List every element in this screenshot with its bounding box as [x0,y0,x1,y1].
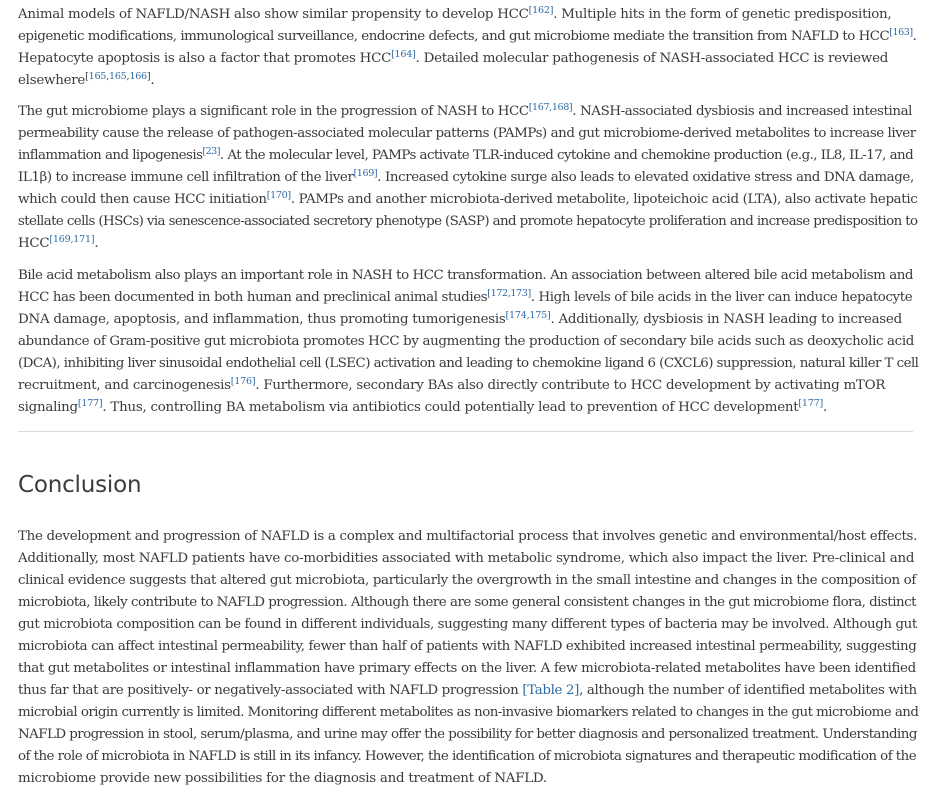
table-2-link[interactable]: [Table 2] [522,683,580,698]
text-line: inflammation and lipogenesis[23]. At the molecular level, PAMPs activate TLR-induced cytokine and chemokine production (e.g., IL8, IL-17, and [18,146,914,163]
citation-link[interactable]: [176] [230,376,256,387]
text-line: stellate cells (HSCs) via senescence-associated secretory phenotype (SASP) and promote hepatocyte proliferation and increase predisposition to [18,214,918,229]
text-line: of the role of microbiota in NAFLD is still in its infancy. However, the identification of microbiota signatures and therapeutic modification of the [18,749,917,764]
text-line: signaling[177]. Thus, controlling BA metabolism via antibiotics could potentially lead to prevention of HCC development[177]. [18,398,827,415]
text-line: DNA damage, apoptosis, and inflammation, thus promoting tumorigenesis[174,175]. Additionally, dysbiosis in NASH leading to increased [18,310,902,327]
text-line: The gut microbiome plays a significant role in the progression of NASH to HCC[167,168]. NASH-associated dysbiosis and increased intestinal [18,102,913,119]
citation-link[interactable]: [23] [202,146,220,157]
text-line: epigenetic modifications, immunological surveillance, endocrine defects, and gut microbiome mediate the transition from NAFLD to HCC[163]. [18,27,917,44]
citation-link[interactable]: [169] [353,168,378,179]
citation-link[interactable]: 165 [88,71,107,82]
paragraph-gut-microbiome-nash [18,101,918,255]
citation-link[interactable]: [167,168] [528,102,573,113]
text-line: which could then cause HCC initiation[170]. PAMPs and another microbiota-derived metabolite, lipoteichoic acid (LTA), also activate hepatic [18,190,918,207]
text-line: microbiota, likely contribute to NAFLD progression. Although there are some general consistent changes in the gut microbiome flora, distinct [18,595,916,610]
text-line: HCC[169,171]. [18,234,99,251]
citation-link[interactable]: [163] [889,27,913,38]
text-line: Animal models of NAFLD/NASH also show similar propensity to develop HCC[162]. Multiple hits in the form of genetic predisposition, [18,5,892,22]
text-line: (DCA), inhibiting liver sinusoidal endothelial cell (LSEC) activation and leading to chemokine ligand 6 (CXCL6) suppression, natural killer T cell [18,356,919,371]
paragraph-hcc-animal-models [18,4,918,92]
citation-link[interactable]: [172,173] [487,288,531,299]
citation-link[interactable]: [177] [798,398,823,409]
citation-link[interactable]: [174,175] [505,310,551,321]
text-line: elsewhere[165,165,166]. [18,71,155,88]
citation-link[interactable]: [162] [528,5,554,16]
citation-link[interactable]: 165 [108,71,127,82]
text-line: thus far that are positively- or negatively-associated with NAFLD progression [Table 2], although the number of identified metabolites with [18,683,917,698]
citation-link[interactable]: [169,171] [49,234,95,245]
text-line: microbiome provide new possibilities for the diagnosis and treatment of NAFLD. [18,771,547,786]
text-line: The development and progression of NAFLD is a complex and multifactorial process that involves genetic and environmental/host effects. [18,529,918,544]
text-line: clinical evidence suggests that altered gut microbiota, particularly the overgrowth in the small intestine and changes in the composition of [18,573,916,588]
text-line: Bile acid metabolism also plays an important role in NASH to HCC transformation. An association between altered bile acid metabolism and [18,268,914,283]
text-line: Additionally, most NAFLD patients have co-morbidities associated with metabolic syndrome, which also impact the liver. Pre-clinical and [18,551,915,566]
text-line: gut microbiota composition can be found in different individuals, suggesting many different types of bacteria may be involved. Although gut [18,617,917,632]
text-line: microbiota can affect intestinal permeability, fewer than half of patients with NAFLD exhibited increased intestinal permeability, suggesting [18,639,917,654]
text-line: IL1β) to increase immune cell infiltration of the liver[169]. Increased cytokine surge also leads to elevated oxidative stress and DNA damage, [18,168,914,185]
section-heading-conclusion: Conclusion [18,472,142,498]
text-line: recruitment, and carcinogenesis[176]. Furthermore, secondary BAs also directly contribute to HCC development by activating mTOR [18,376,886,393]
text-line: HCC has been documented in both human and preclinical animal studies[172,173]. High levels of bile acids in the liver can induce hepatocyte [18,288,913,305]
text-line: abundance of Gram-positive gut microbiota promotes HCC by augmenting the production of secondary bile acids such as deoxycholic acid [18,334,914,349]
text-line: that gut metabolites or intestinal inflammation have primary effects on the liver. A few microbiota-related metabolites have been identified [18,661,916,676]
text-line: permeability cause the release of pathogen-associated molecular patterns (PAMPs) and gut microbiome-derived metabolites to increase liver [18,126,916,141]
citation-link[interactable]: [164] [391,49,416,60]
text-line: NAFLD progression in stool, serum/plasma, and urine may offer the possibility for better diagnosis and personalized treatment. Understanding [18,727,917,742]
paragraph-bile-acid-metabolism [18,265,918,419]
citation-link[interactable]: [177] [77,398,103,409]
citation-link[interactable]: [170] [266,190,291,201]
text-line: Hepatocyte apoptosis is also a factor that promotes HCC[164]. Detailed molecular pathogenesis of NASH-associated HCC is reviewed [18,49,889,66]
citation-link[interactable]: 166 [129,71,147,82]
text-line: microbial origin currently is limited. Monitoring different metabolites as non-invasive biomarkers related to changes in the gut microbiome and [18,705,919,720]
section-divider [18,431,913,432]
paragraph-conclusion [18,526,918,790]
